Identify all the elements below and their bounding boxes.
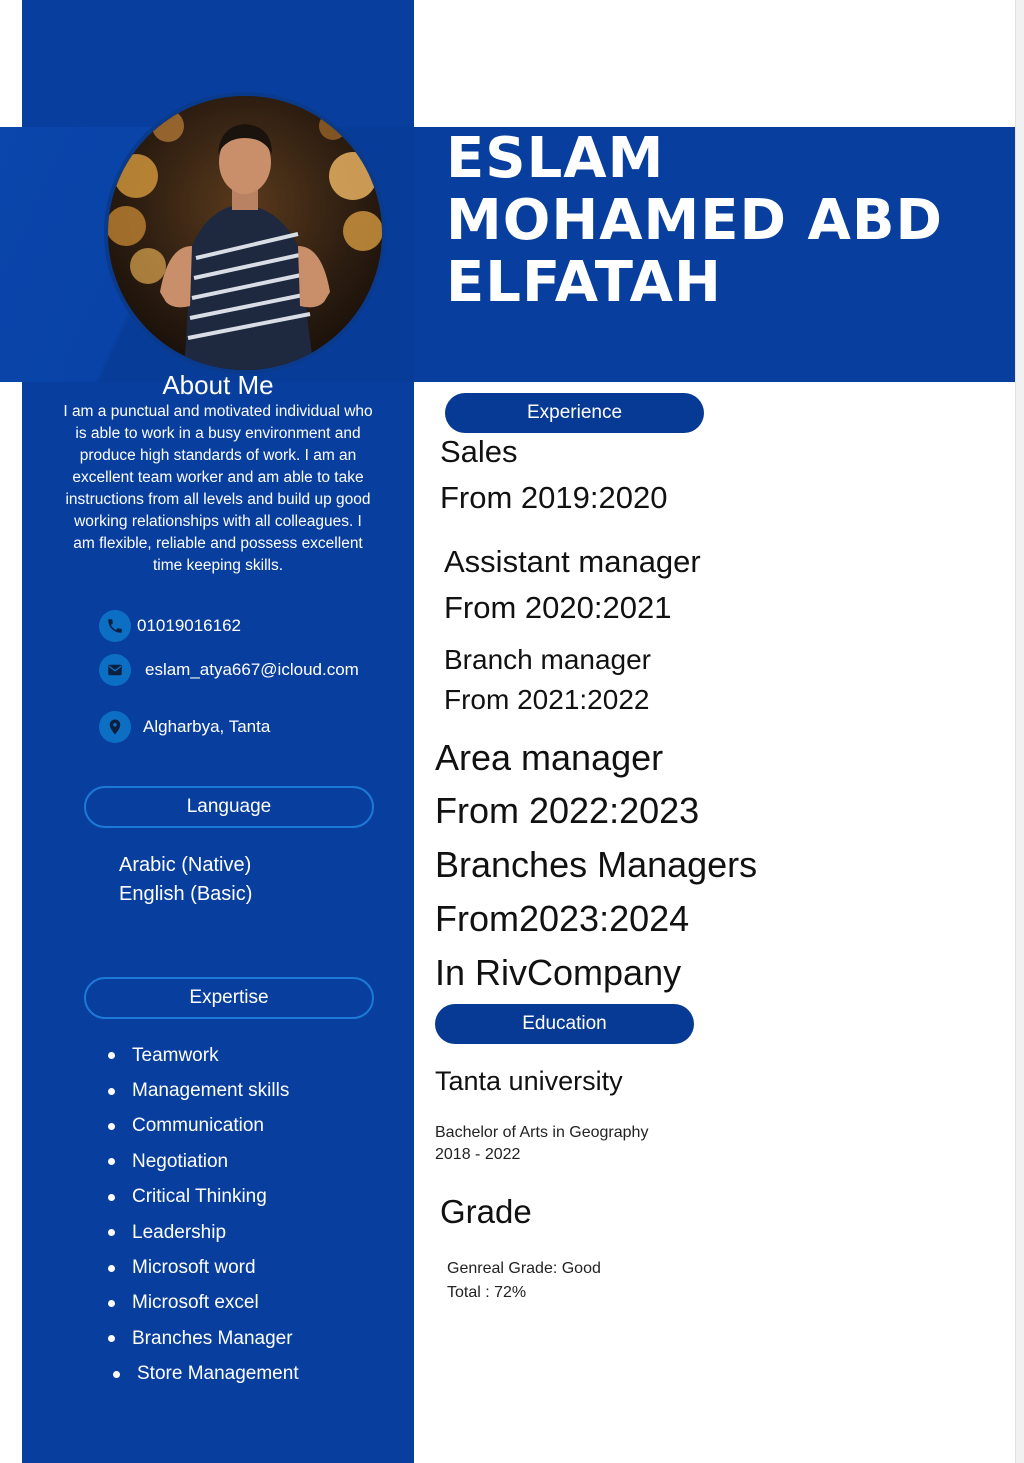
contact-location <box>99 711 270 743</box>
language-list <box>119 851 252 909</box>
phone-number: 01019016162 <box>137 616 242 635</box>
expertise-item: Leadership <box>108 1215 299 1250</box>
expertise-item: Microsoft word <box>108 1250 299 1285</box>
experience-role: Branch manager <box>444 644 652 675</box>
experience-role: Assistant manager <box>444 544 701 579</box>
grade-general: Genreal Grade: Good <box>447 1260 601 1277</box>
experience-period: From2023:2024 <box>435 898 690 939</box>
education-school: Tanta university <box>435 1066 623 1096</box>
language-section-header: Language <box>84 786 374 828</box>
location-pin-icon <box>99 711 131 743</box>
name-line-3: ELFATAH <box>446 250 722 315</box>
language-item: English (Basic) <box>119 883 253 905</box>
email-address[interactable]: eslam_atya667@icloud.com <box>145 660 359 679</box>
education-degree: Bachelor of Arts in Geography <box>435 1124 649 1141</box>
grade-title: Grade <box>440 1193 532 1230</box>
experience-role: Sales <box>440 434 518 469</box>
profile-photo <box>104 92 386 374</box>
experience-period: From 2022:2023 <box>435 790 700 831</box>
phone-icon <box>99 610 131 642</box>
name-line-2: MOHAMED ABD <box>446 188 944 253</box>
full-name <box>446 128 1006 314</box>
expertise-item: Negotiation <box>108 1144 299 1179</box>
expertise-item: Management skills <box>108 1073 299 1108</box>
education-years: 2018 - 2022 <box>435 1146 521 1163</box>
education-section-header: Education <box>435 1004 694 1044</box>
experience-role: Branches Managers <box>435 844 758 885</box>
expertise-list <box>108 1038 299 1392</box>
contact-email <box>99 654 359 686</box>
about-me-text: I am a punctual and motivated individual who is able to work in a busy environment and produce high standards of work. I am an excellent team worker and am able to take instructions from all levels and build up good working relationships with all colleagues. I am flexible, reliable and possess excellent time keeping skills. <box>63 403 373 574</box>
expertise-item: Critical Thinking <box>108 1180 299 1215</box>
expertise-item: Teamwork <box>108 1038 299 1073</box>
expertise-item: Branches Manager <box>108 1321 299 1356</box>
contact-phone <box>99 610 241 642</box>
expertise-item: Communication <box>108 1109 299 1144</box>
experience-period: From 2020:2021 <box>444 590 672 625</box>
profile-photo-illustration <box>108 96 382 370</box>
page-margin-right <box>1015 0 1024 1463</box>
grade-total: Total : 72% <box>447 1284 527 1301</box>
about-me-title: About Me <box>162 370 274 400</box>
language-item: Arabic (Native) <box>119 854 252 876</box>
experience-role: Area manager <box>435 737 664 778</box>
email-icon <box>99 654 131 686</box>
location-text: Algharbya, Tanta <box>143 717 271 736</box>
expertise-item: Store Management <box>108 1357 299 1392</box>
name-line-1: ESLAM <box>446 126 665 191</box>
expertise-section-header: Expertise <box>84 977 374 1019</box>
experience-section-header: Experience <box>445 393 704 433</box>
experience-company: In RivCompany <box>435 952 682 993</box>
experience-period: From 2021:2022 <box>444 684 650 715</box>
expertise-item: Microsoft excel <box>108 1286 299 1321</box>
experience-period: From 2019:2020 <box>440 480 668 515</box>
